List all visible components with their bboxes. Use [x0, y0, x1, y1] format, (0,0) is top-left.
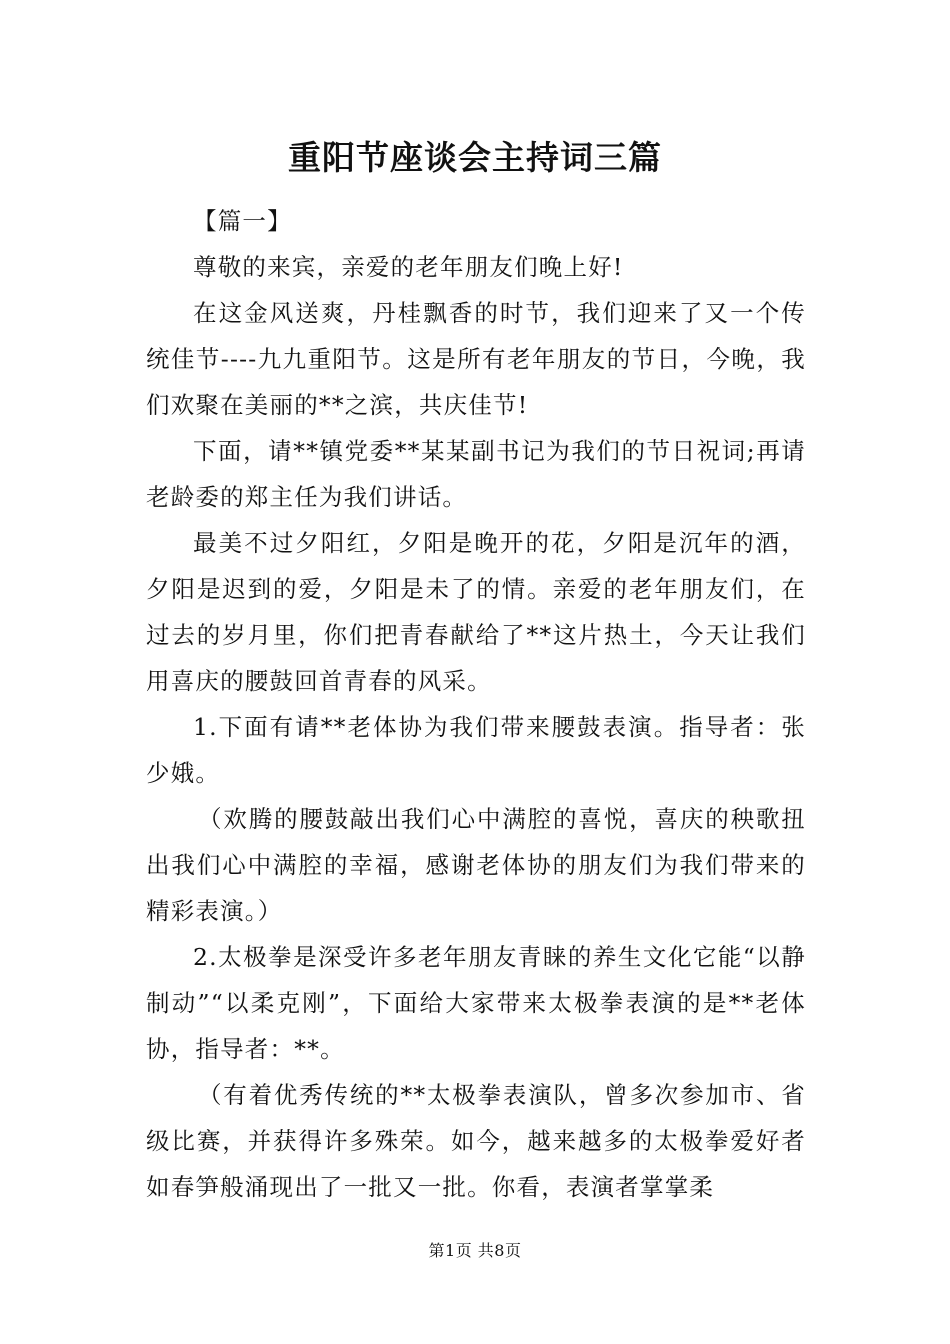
paragraph-item-2-note: （有着优秀传统的**太极拳表演队，曾多次参加市、省级比赛，并获得许多殊荣。如今，越来越多的太极拳爱好者如春笋般涌现出了一批又一批。你看，表演者掌掌柔: [146, 1081, 806, 1201]
paragraph-item-1-note: （欢腾的腰鼓敲出我们心中满腔的喜悦，喜庆的秧歌扭出我们心中满腔的幸福，感谢老体协的朋友们为我们带来的精彩表演。）: [146, 805, 806, 925]
paragraph-item-1: 1.下面有请**老体协为我们带来腰鼓表演。指导者：张少娥。: [146, 713, 806, 787]
page-footer: 第1页 共8页: [428, 1241, 522, 1260]
document-body: [146, 198, 806, 1210]
paragraph-greeting: 尊敬的来宾，亲爱的老年朋友们晚上好!: [193, 253, 624, 281]
section-heading: 【篇一】: [193, 207, 292, 235]
paragraph-item-2: 2.太极拳是深受许多老年朋友青睐的养生文化它能“以静制动”“以柔克刚”，下面给大家带来太极拳表演的是**老体协，指导者：**。: [146, 943, 806, 1063]
paragraph-speeches: 下面，请**镇党委**某某副书记为我们的节日祝词;再请老龄委的郑主任为我们讲话。: [146, 437, 806, 511]
paragraph-sunset: 最美不过夕阳红，夕阳是晚开的花，夕阳是沉年的酒，夕阳是迟到的爱，夕阳是未了的情。亲爱的老年朋友们，在过去的岁月里，你们把青春献给了**这片热土，今天让我们用喜庆的腰鼓回首青春的风采。: [146, 529, 806, 695]
document-title: 重阳节座谈会主持词三篇: [288, 138, 662, 177]
paragraph-opening: 在这金风送爽，丹桂飘香的时节，我们迎来了又一个传统佳节----九九重阳节。这是所有老年朋友的节日，今晚，我们欢聚在美丽的**之滨，共庆佳节!: [146, 299, 806, 419]
